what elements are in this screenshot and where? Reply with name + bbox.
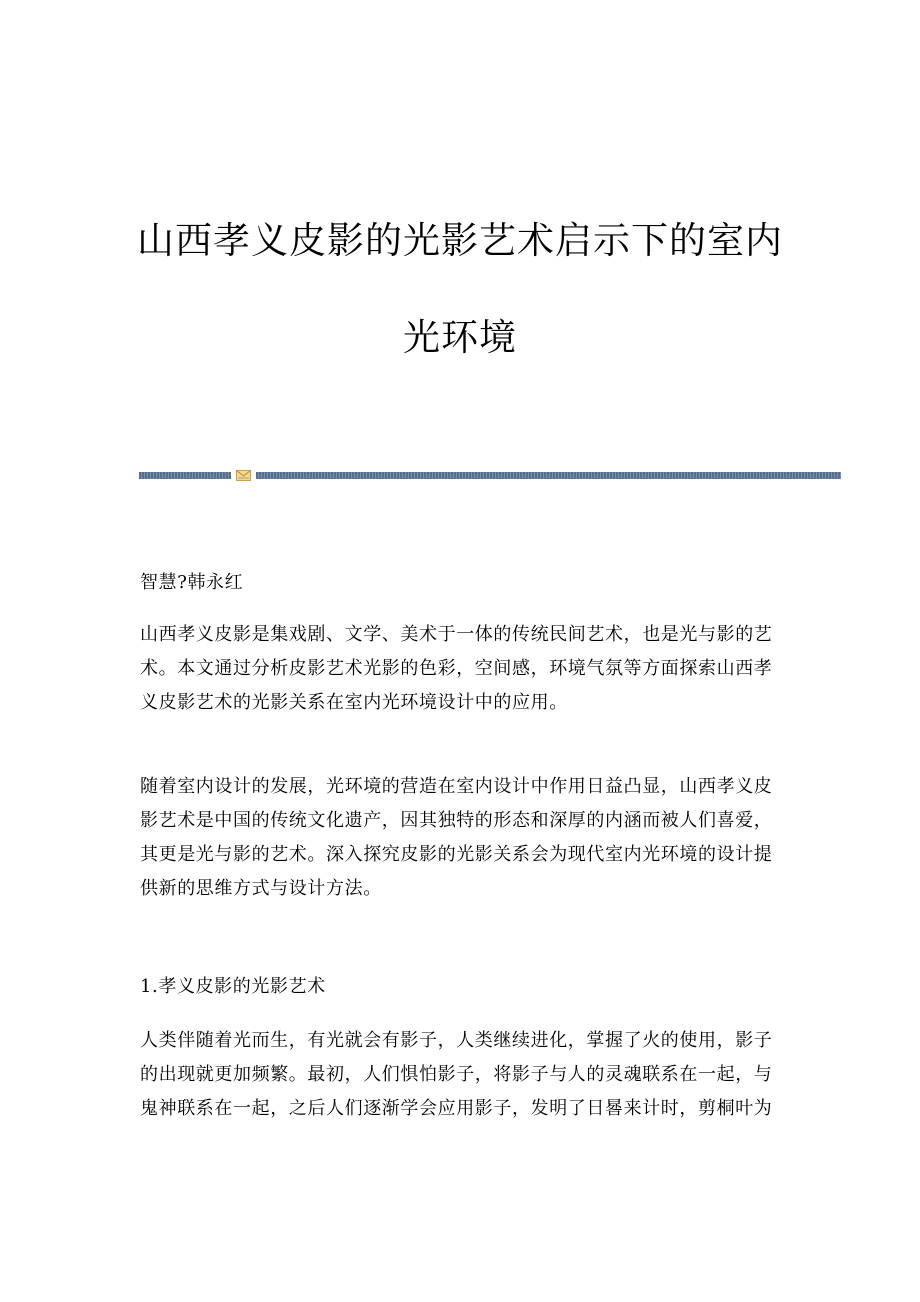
paragraph-line: 随着室内设计的发展，光环境的营造在室内设计中作用日益凸显，山西孝义皮	[140, 776, 773, 797]
title-divider	[139, 469, 841, 483]
abstract-paragraph	[140, 618, 780, 720]
section-1-paragraph	[140, 1024, 780, 1126]
envelope-emblem-icon	[236, 470, 251, 481]
paragraph-line: 供新的思维方式与设计方法。	[140, 878, 382, 899]
paragraph-line: 的出现就更加频繁。最初，人们惧怕影子，将影子与人的灵魂联系在一起，与	[140, 1064, 773, 1085]
paragraph-line: 影艺术是中国的传统文化遗产，因其独特的形态和深厚的内涵而被人们喜爱，	[140, 810, 773, 831]
authors-line: 智慧?韩永红	[140, 572, 244, 593]
paragraph-line: 其更是光与影的艺术。深入探究皮影的光影关系会为现代室内光环境的设计提	[140, 844, 773, 865]
section-heading: 1.孝义皮影的光影艺术	[140, 976, 326, 997]
divider-bar-left	[139, 472, 231, 479]
paragraph-line: 义皮影艺术的光影关系在室内光环境设计中的应用。	[140, 692, 568, 713]
document-title-line-1: 山西孝义皮影的光影艺术启示下的室内	[137, 219, 783, 262]
paragraph-line: 人类伴随着光而生，有光就会有影子，人类继续进化，掌握了火的使用，影子	[140, 1030, 773, 1051]
paragraph-line: 山西孝义皮影是集戏剧、文学、美术于一体的传统民间艺术，也是光与影的艺	[140, 624, 773, 645]
intro-paragraph	[140, 770, 780, 906]
divider-bar-right	[256, 472, 841, 479]
paragraph-line: 鬼神联系在一起，之后人们逐渐学会应用影子，发明了日晷来计时，剪桐叶为	[140, 1098, 773, 1119]
document-title-line-2: 光环境	[403, 316, 517, 359]
paragraph-line: 术。本文通过分析皮影艺术光影的色彩，空间感，环境气氛等方面探索山西孝	[140, 658, 773, 679]
